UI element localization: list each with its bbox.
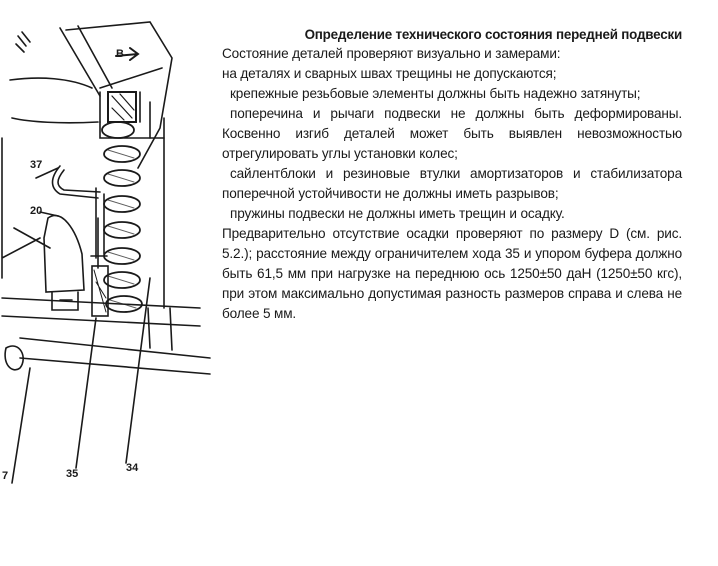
paragraph-sag-check: Предварительно отсутствие осадки проверяют по размеру D (см. рис. 5.2.); расстояние между ограничителем хода 35 и упором буфера должно быть 61,5 мм при нагрузке на переднюю ось 1250±50 даН (1250±50 кгс), при этом максимально допустимая разность размеров справа и слева не более 5 мм. — [222, 226, 682, 321]
paragraph-intro: Состояние деталей проверяют визуально и замерами: — [222, 46, 561, 61]
callout-7: 7 — [2, 470, 9, 482]
paragraph-springs: пружины подвески не должны иметь трещин и осадку. — [230, 206, 565, 221]
callout-37: 37 — [30, 159, 43, 171]
text-block — [222, 26, 682, 324]
suspension-drawing — [0, 18, 215, 488]
section-title: Определение технического состояния передней подвески — [304, 27, 682, 42]
view-arrow-label: B — [116, 48, 124, 60]
paragraph-fasteners: крепежные резьбовые элементы должны быть надежно затянуты; — [230, 86, 641, 101]
paragraph-deformation: поперечина и рычаги подвески не должны быть деформированы. Косвенно изгиб деталей может быть выявлен невозможностью отрегулировать углы установки колес; — [222, 106, 682, 161]
callout-34: 34 — [126, 462, 139, 474]
paragraph-cracks: на деталях и сварных швах трещины не допускаются; — [222, 66, 557, 81]
callout-35: 35 — [66, 468, 79, 480]
callout-20: 20 — [30, 205, 43, 217]
suspension-figure — [0, 18, 215, 488]
paragraph-silentblocks: сайлентблоки и резиновые втулки амортизаторов и стабилизатора поперечной устойчивости не должны иметь разрывов; — [222, 166, 682, 201]
